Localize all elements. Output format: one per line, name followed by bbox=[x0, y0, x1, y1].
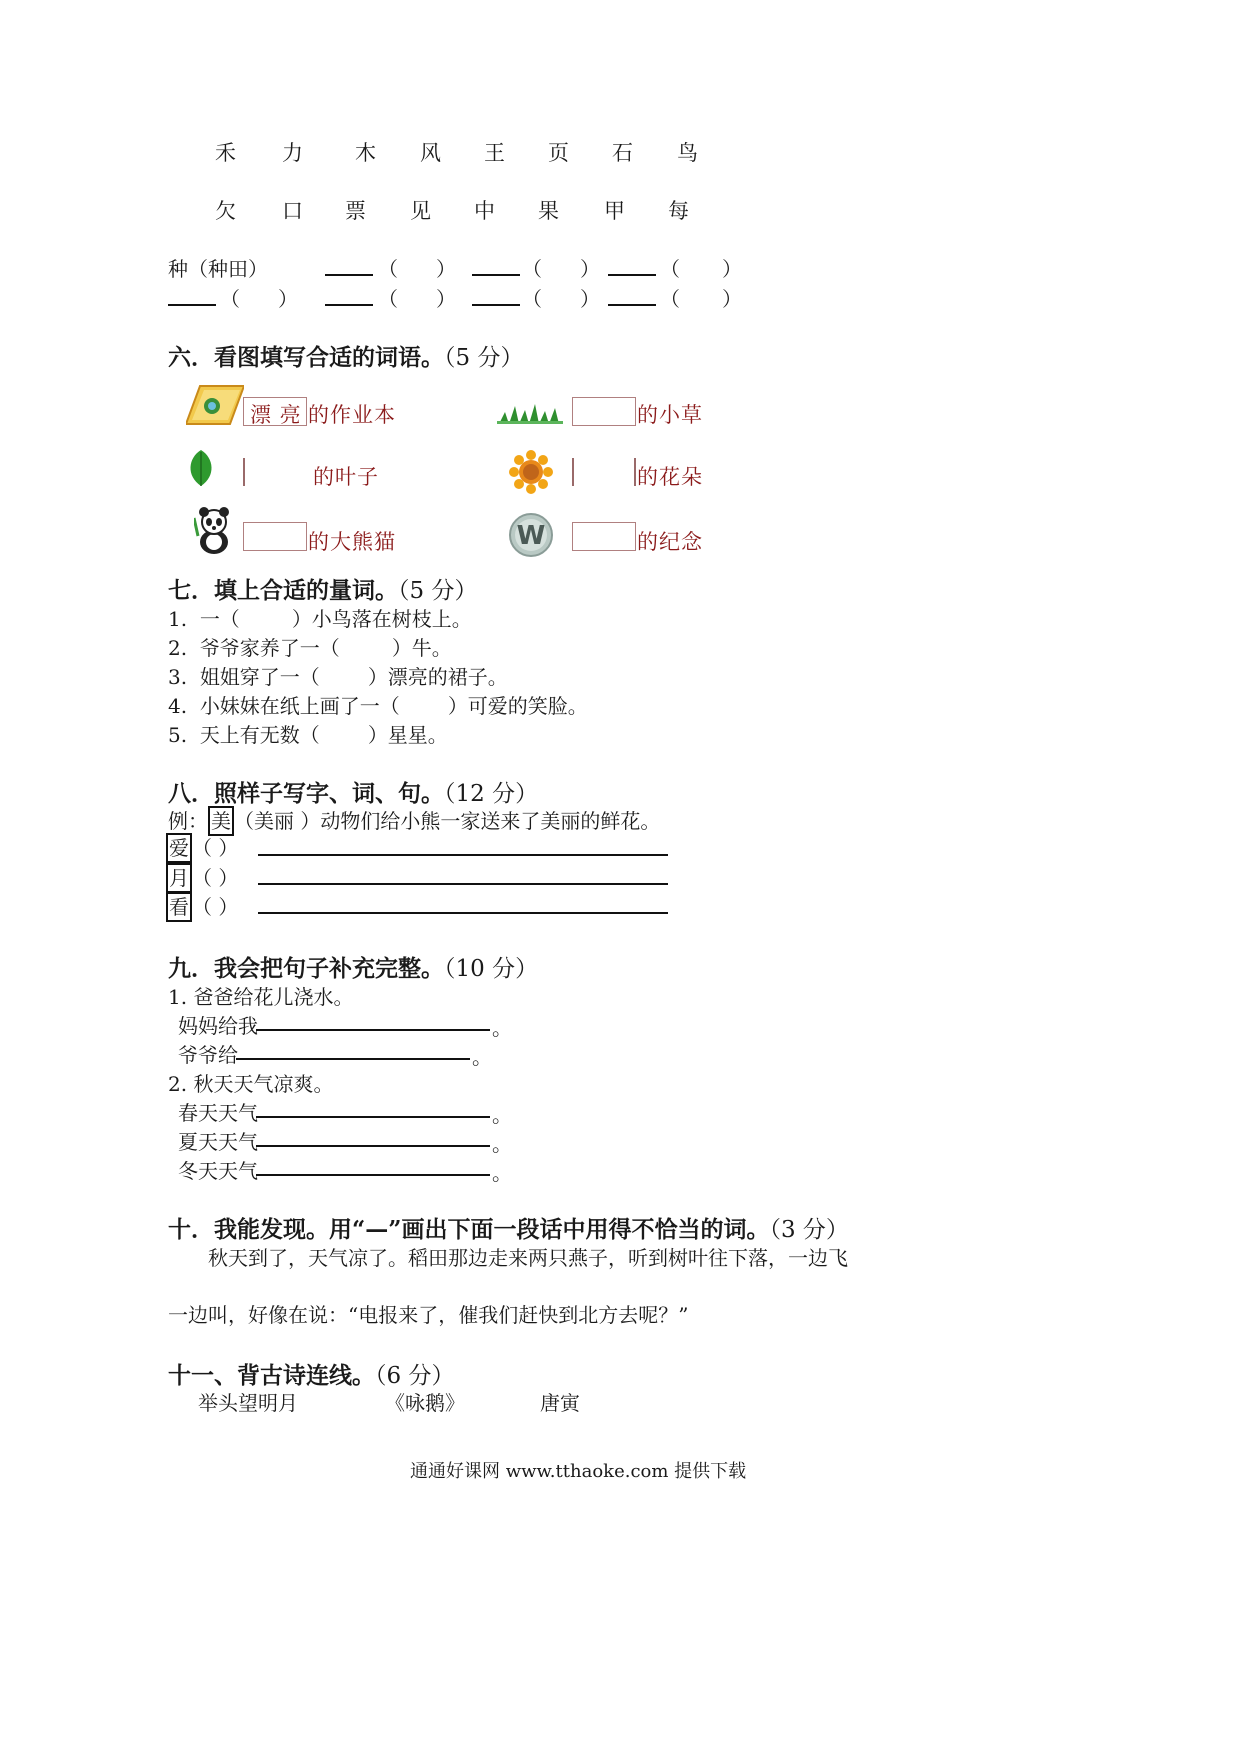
sunflower-icon bbox=[509, 450, 553, 494]
char: 禾 bbox=[215, 141, 236, 165]
example-char: 种 bbox=[168, 257, 188, 281]
footer-credit: 通通好课网 www.tthaoke.com 提供下载 bbox=[410, 1461, 747, 1482]
q2-line-2[interactable] bbox=[256, 1145, 490, 1147]
char: 风 bbox=[420, 141, 441, 165]
paren: ） bbox=[248, 257, 268, 281]
char: 中 bbox=[474, 199, 495, 223]
measure-item-5: 5. 天上有无数（ ）星星。 bbox=[168, 723, 448, 747]
boxed-char: 月 bbox=[166, 863, 192, 893]
period: 。 bbox=[492, 1103, 512, 1127]
blank-line[interactable] bbox=[472, 284, 520, 306]
sentence-line[interactable] bbox=[258, 854, 668, 856]
q2-line-3-label: 冬天天气 bbox=[178, 1159, 258, 1183]
paren-blank[interactable]: （ ） bbox=[378, 257, 456, 281]
char: 票 bbox=[345, 199, 366, 223]
word-paren[interactable]: （ ） bbox=[192, 866, 239, 890]
paren-blank[interactable]: （ ） bbox=[660, 287, 742, 311]
section-9-heading: 九．我会把句子补充完整。（10 分） bbox=[168, 955, 539, 982]
sentence-line[interactable] bbox=[258, 883, 668, 885]
paren-blank[interactable]: （ ） bbox=[660, 257, 742, 281]
suffix-panda: 的大熊猫 bbox=[308, 530, 396, 554]
q1-line-2-label: 爷爷给 bbox=[178, 1043, 238, 1067]
answer-box-flower[interactable] bbox=[572, 458, 574, 486]
measure-item-1: 1. 一（ ）小鸟落在树枝上。 bbox=[168, 607, 472, 631]
suffix-coin: 的纪念 bbox=[637, 530, 703, 554]
measure-item-4: 4. 小妹妹在纸上画了一（ ）可爱的笑脸。 bbox=[168, 694, 588, 718]
notebook-icon bbox=[186, 384, 244, 426]
period: 。 bbox=[472, 1045, 492, 1069]
char: 鸟 bbox=[677, 141, 698, 165]
w-coin-icon bbox=[509, 513, 553, 557]
example-combination bbox=[168, 253, 268, 282]
answer-box-leaf[interactable] bbox=[243, 458, 245, 486]
q2-line-1-label: 春天天气 bbox=[178, 1101, 258, 1125]
period: 。 bbox=[492, 1016, 512, 1040]
suffix-flower: 的花朵 bbox=[637, 465, 703, 489]
period: 。 bbox=[492, 1132, 512, 1156]
char: 石 bbox=[612, 141, 633, 165]
boxed-char: 爱 bbox=[166, 833, 192, 863]
example-sentence-row: 例： 美 （美丽 ）动物们给小熊一家送来了美丽的鲜花。 bbox=[168, 805, 660, 836]
practice-row-3 bbox=[166, 891, 238, 922]
char: 木 bbox=[355, 141, 376, 165]
section-11-heading: 十一、背古诗连线。（6 分） bbox=[168, 1362, 455, 1389]
word-paren[interactable]: （ ） bbox=[192, 836, 239, 860]
poem-verse[interactable]: 举头望明月 bbox=[198, 1391, 298, 1415]
blank-line[interactable] bbox=[325, 284, 373, 306]
answer-box-coin[interactable] bbox=[572, 522, 636, 551]
q2-example: 2. 秋天天气凉爽。 bbox=[168, 1072, 334, 1096]
measure-item-2: 2. 爷爷家养了一（ ）牛。 bbox=[168, 636, 452, 660]
answer-box-flower-end bbox=[634, 458, 636, 486]
period: 。 bbox=[492, 1161, 512, 1185]
sentence-line[interactable] bbox=[258, 912, 668, 914]
q1-line-1[interactable] bbox=[256, 1029, 490, 1031]
blank-line[interactable] bbox=[325, 254, 373, 276]
answer-box-grass[interactable] bbox=[572, 397, 636, 426]
measure-item-3: 3. 姐姐穿了一（ ）漂亮的裙子。 bbox=[168, 665, 508, 689]
practice-row-2 bbox=[166, 862, 238, 893]
char: 力 bbox=[282, 141, 303, 165]
passage-line-1[interactable]: 秋天到了，天气凉了。稻田那边走来两只燕子，听到树叶往下落，一边飞 bbox=[208, 1246, 848, 1270]
blank-line[interactable] bbox=[608, 284, 656, 306]
svg-text:W: W bbox=[516, 521, 546, 551]
q1-line-1-label: 妈妈给我 bbox=[178, 1014, 258, 1038]
passage-line-2[interactable]: 一边叫，好像在说：“电报来了，催我们赶快到北方去呢？” bbox=[168, 1303, 689, 1327]
suffix-grass: 的小草 bbox=[637, 403, 703, 427]
blank-line[interactable] bbox=[168, 284, 216, 306]
poem-title[interactable]: 《咏鹅》 bbox=[385, 1391, 465, 1415]
boxed-char: 看 bbox=[166, 892, 192, 922]
char: 甲 bbox=[604, 199, 625, 223]
char: 见 bbox=[410, 199, 431, 223]
q1-line-2[interactable] bbox=[236, 1058, 470, 1060]
paren: （ bbox=[188, 257, 208, 281]
suffix-leaf: 的叶子 bbox=[313, 465, 379, 489]
poem-author[interactable]: 唐寅 bbox=[540, 1391, 580, 1415]
suffix-notebook: 的作业本 bbox=[308, 403, 396, 427]
answer-notebook: 漂 亮 bbox=[250, 403, 302, 427]
char: 页 bbox=[548, 141, 569, 165]
paren-blank[interactable]: （ ） bbox=[220, 287, 298, 311]
char: 口 bbox=[282, 199, 303, 223]
panda-icon bbox=[194, 506, 234, 556]
char: 果 bbox=[538, 199, 559, 223]
grass-icon bbox=[497, 402, 563, 424]
answer-box-panda[interactable] bbox=[243, 522, 307, 551]
section-6-heading: 六．看图填写合适的词语。（5 分） bbox=[168, 344, 524, 371]
q2-line-3[interactable] bbox=[256, 1174, 490, 1176]
paren-blank[interactable]: （ ） bbox=[378, 287, 456, 311]
blank-line[interactable] bbox=[472, 254, 520, 276]
q2-line-2-label: 夏天天气 bbox=[178, 1130, 258, 1154]
example-word: 种田 bbox=[208, 257, 248, 281]
section-7-heading: 七．填上合适的量词。（5 分） bbox=[168, 577, 478, 604]
q2-line-1[interactable] bbox=[256, 1116, 490, 1118]
blank-line[interactable] bbox=[608, 254, 656, 276]
section-8-heading: 八．照样子写字、词、句。（12 分） bbox=[168, 780, 539, 807]
q1-example: 1. 爸爸给花儿浇水。 bbox=[168, 985, 354, 1009]
example-boxed-char: 美 bbox=[208, 806, 234, 836]
practice-row-1 bbox=[166, 832, 238, 863]
paren-blank[interactable]: （ ） bbox=[522, 257, 600, 281]
section-10-heading: 十．我能发现。用“—”画出下面一段话中用得不恰当的词。（3 分） bbox=[168, 1216, 849, 1243]
leaf-icon bbox=[186, 448, 216, 488]
char: 每 bbox=[668, 199, 689, 223]
char: 欠 bbox=[215, 199, 236, 223]
char: 王 bbox=[484, 141, 505, 165]
word-paren[interactable]: （ ） bbox=[192, 895, 239, 919]
paren-blank[interactable]: （ ） bbox=[522, 287, 600, 311]
